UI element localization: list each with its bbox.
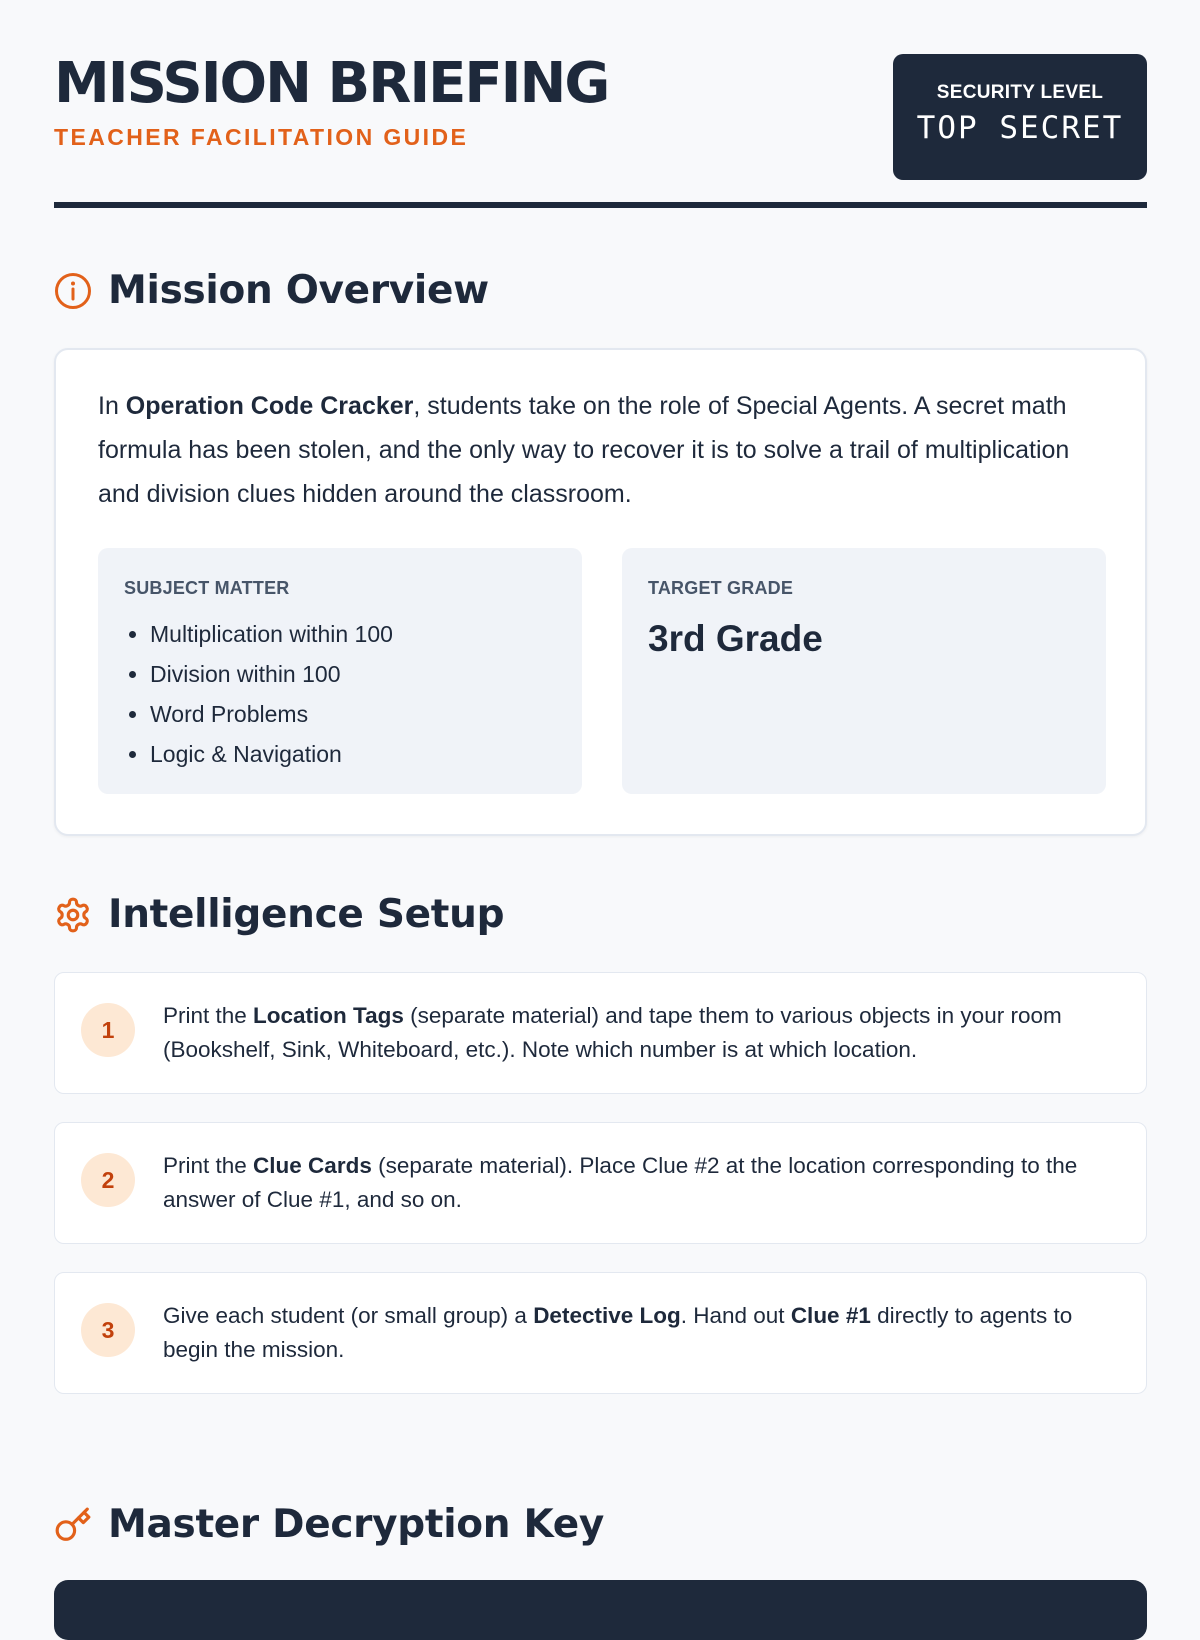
list-item: • Word Problems: [150, 694, 393, 734]
security-badge-value: TOP SECRET: [916, 110, 1124, 146]
step-number: 2: [81, 1153, 135, 1207]
subject-matter-box: [98, 548, 582, 794]
page-subtitle: TEACHER FACILITATION GUIDE: [54, 124, 469, 150]
section-heading-key: [54, 1502, 604, 1547]
step-text: Print the Location Tags (separate material) and tape them to various objects in your room (Bookshelf, Sink, Whiteboard, etc.). Note which number is at which location.: [163, 1003, 1062, 1062]
target-grade-label: TARGET GRADE: [648, 578, 794, 598]
info-icon: [54, 272, 92, 310]
list-item: • Logic & Navigation: [150, 734, 393, 774]
security-badge: [893, 54, 1147, 180]
operation-name: Operation Code Cracker: [125, 392, 414, 420]
section-title: Intelligence Setup: [108, 892, 505, 937]
target-grade-box: [622, 548, 1106, 794]
key-icon: [54, 1506, 92, 1544]
overview-card: [54, 348, 1147, 836]
step-number: 1: [81, 1003, 135, 1057]
overview-text: In Operation Code Cracker, students take on the role of Special Agents. A secret math formula has been stolen, and the only way to recover it is to solve a trail of multiplication and division clues hidden around the classroom.: [98, 392, 1070, 508]
decryption-key-panel: [54, 1580, 1147, 1640]
target-grade-value: 3rd Grade: [648, 618, 823, 659]
subject-matter-label: SUBJECT MATTER: [124, 578, 290, 598]
subject-list: [124, 614, 393, 774]
page: [54, 0, 1147, 1547]
section-heading-overview: [54, 268, 489, 313]
list-item: • Multiplication within 100: [150, 614, 393, 654]
list-item: • Division within 100: [150, 654, 393, 694]
setup-step: [54, 1272, 1147, 1394]
section-heading-setup: [54, 892, 504, 937]
step-text: Give each student (or small group) a Detective Log. Hand out Clue #1 directly to agents to begin the mission.: [163, 1303, 1073, 1362]
setup-step: [54, 972, 1147, 1094]
section-title: Mission Overview: [108, 268, 489, 313]
setup-step: [54, 1122, 1147, 1244]
section-title: Master Decryption Key: [108, 1502, 605, 1547]
step-text: Print the Clue Cards (separate material). Place Clue #2 at the location corresponding to the answer of Clue #1, and so on.: [163, 1153, 1078, 1212]
page-title: MISSION BRIEFING: [54, 51, 609, 116]
gear-icon: [54, 896, 92, 934]
header: [54, 0, 1147, 208]
security-badge-label: SECURITY LEVEL: [936, 82, 1104, 103]
step-number: 3: [81, 1303, 135, 1357]
